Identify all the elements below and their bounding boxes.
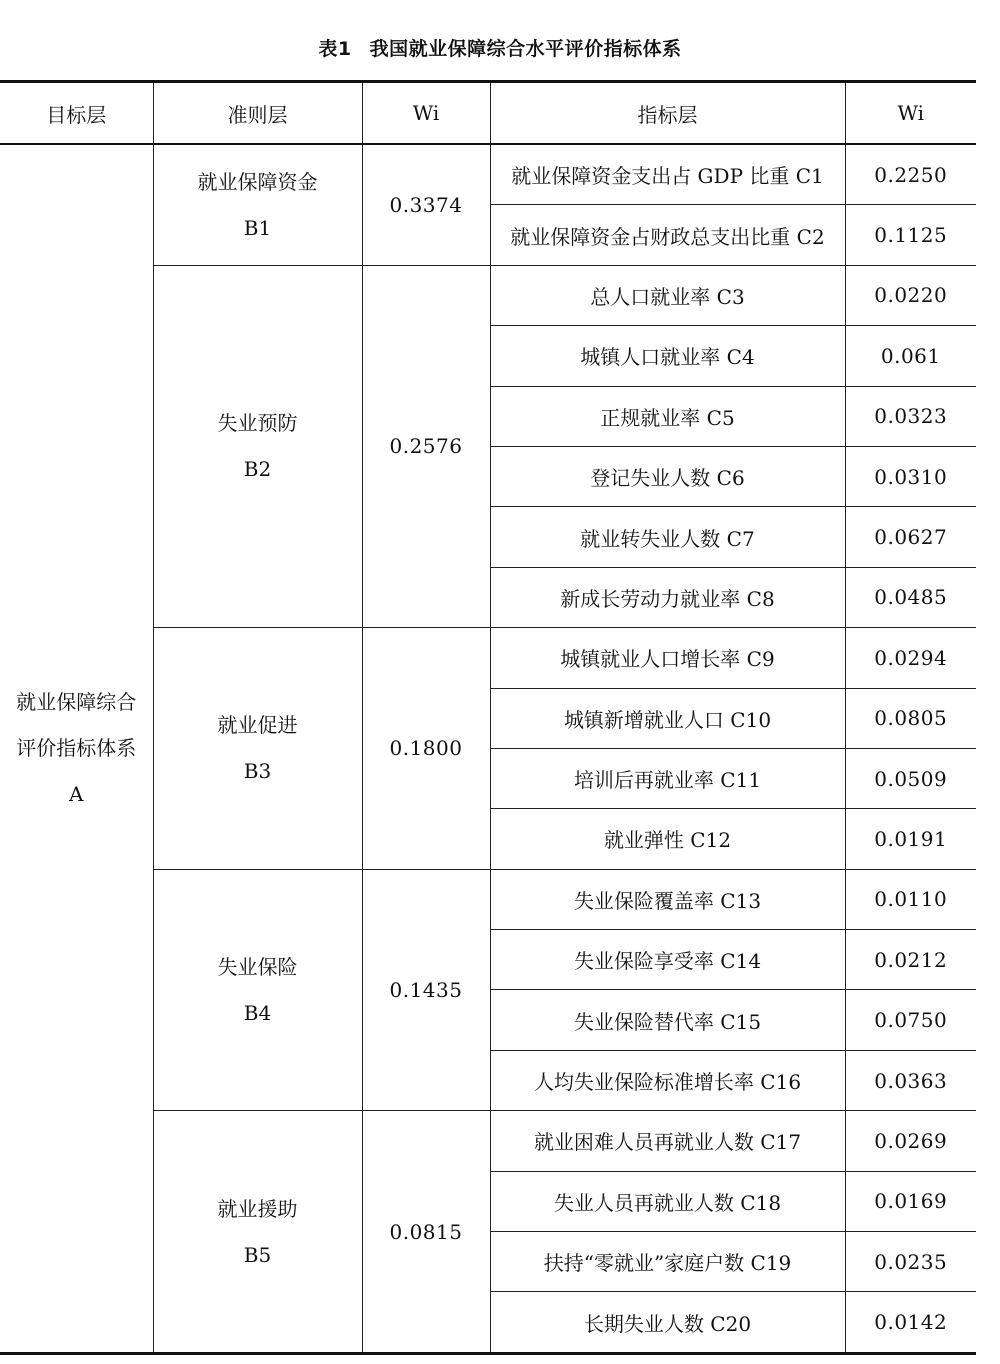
indicator-name-cell: 新成长劳动力就业率 C8 [490,567,845,627]
criteria-cell [153,265,362,627]
indicator-name-cell: 失业保险享受率 C14 [490,930,845,990]
indicator-weight-cell: 0.0110 [845,869,976,929]
indicator-name-cell: 就业转失业人数 C7 [490,507,845,567]
criteria-cell [153,1111,362,1354]
indicator-weight-cell: 0.0627 [845,507,976,567]
indicator-weight-cell: 0.0363 [845,1050,976,1110]
indicator-name-cell: 正规就业率 C5 [490,386,845,446]
goal-line-3: A [69,782,84,807]
indicator-weight-cell: 0.2250 [845,144,976,205]
indicator-weight-cell: 0.0269 [845,1111,976,1171]
criteria-cell [153,144,362,265]
indicator-name-cell: 扶持“零就业”家庭户数 C19 [490,1232,845,1292]
header-indicator-layer: 指标层 [490,82,845,145]
indicator-weight-cell: 0.0310 [845,446,976,506]
indicator-name-cell: 城镇新增就业人口 C10 [490,688,845,748]
header-row [0,82,976,145]
criteria-name: 就业保障资金 [197,169,318,194]
header-criteria-layer: 准则层 [153,82,362,145]
criteria-name: 就业援助 [217,1196,298,1221]
criteria-weight-cell: 0.1435 [362,869,490,1111]
indicator-weight-cell: 0.0212 [845,930,976,990]
indicator-name-cell: 就业困难人员再就业人数 C17 [490,1111,845,1171]
indicator-name-cell: 登记失业人数 C6 [490,446,845,506]
goal-layer-cell [0,144,153,1353]
criteria-code: B3 [243,759,272,784]
indicator-weight-cell: 0.0169 [845,1171,976,1231]
indicator-name-cell: 就业保障资金支出占 GDP 比重 C1 [490,144,845,205]
indicator-weight-cell: 0.0323 [845,386,976,446]
criteria-weight-cell: 0.1800 [362,628,490,870]
indicator-name-cell: 就业保障资金占财政总支出比重 C2 [490,205,845,265]
indicator-name-cell: 失业保险覆盖率 C13 [490,869,845,929]
table-number: 表1 [318,38,352,60]
indicator-name-cell: 失业人员再就业人数 C18 [490,1171,845,1231]
table-body [0,144,976,1353]
indicator-weight-cell: 0.0294 [845,628,976,688]
indicator-name-cell: 城镇就业人口增长率 C9 [490,628,845,688]
criteria-name: 失业保险 [217,954,298,979]
indicator-name-cell: 就业弹性 C12 [490,809,845,869]
indicator-weight-cell: 0.0220 [845,265,976,325]
indicator-weight-cell: 0.0191 [845,809,976,869]
indicator-weight-cell: 0.061 [845,326,976,386]
criteria-weight-cell: 0.2576 [362,265,490,627]
criteria-weight-cell: 0.3374 [362,144,490,265]
criteria-code: B4 [243,1000,272,1025]
criteria-name: 就业促进 [217,713,298,738]
indicator-weight-cell: 0.0235 [845,1232,976,1292]
indicator-name-cell: 总人口就业率 C3 [490,265,845,325]
indicator-weight-cell: 0.0805 [845,688,976,748]
criteria-weight-cell: 0.0815 [362,1111,490,1354]
goal-line-2: 评价指标体系 [16,736,137,761]
header-criteria-weight: Wi [362,82,490,145]
indicator-weight-cell: 0.0750 [845,990,976,1050]
header-indicator-weight: Wi [845,82,976,145]
indicator-name-cell: 长期失业人数 C20 [490,1292,845,1353]
criteria-code: B1 [243,215,272,240]
goal-line-1: 就业保障综合 [16,690,137,715]
indicator-weight-cell: 0.0509 [845,748,976,808]
index-system-table [0,80,976,1355]
indicator-name-cell: 培训后再就业率 C11 [490,748,845,808]
criteria-cell [153,869,362,1111]
table-caption [0,34,1000,61]
header-goal-layer: 目标层 [0,82,153,145]
criteria-name: 失业预防 [217,411,298,436]
indicator-name-cell: 人均失业保险标准增长率 C16 [490,1050,845,1110]
criteria-code: B5 [243,1242,272,1267]
criteria-code: B2 [243,457,272,482]
criteria-cell [153,628,362,870]
table-row [0,144,976,205]
table-title: 我国就业保障综合水平评价指标体系 [369,38,682,60]
indicator-weight-cell: 0.1125 [845,205,976,265]
indicator-weight-cell: 0.0485 [845,567,976,627]
indicator-weight-cell: 0.0142 [845,1292,976,1353]
indicator-name-cell: 失业保险替代率 C15 [490,990,845,1050]
indicator-name-cell: 城镇人口就业率 C4 [490,326,845,386]
